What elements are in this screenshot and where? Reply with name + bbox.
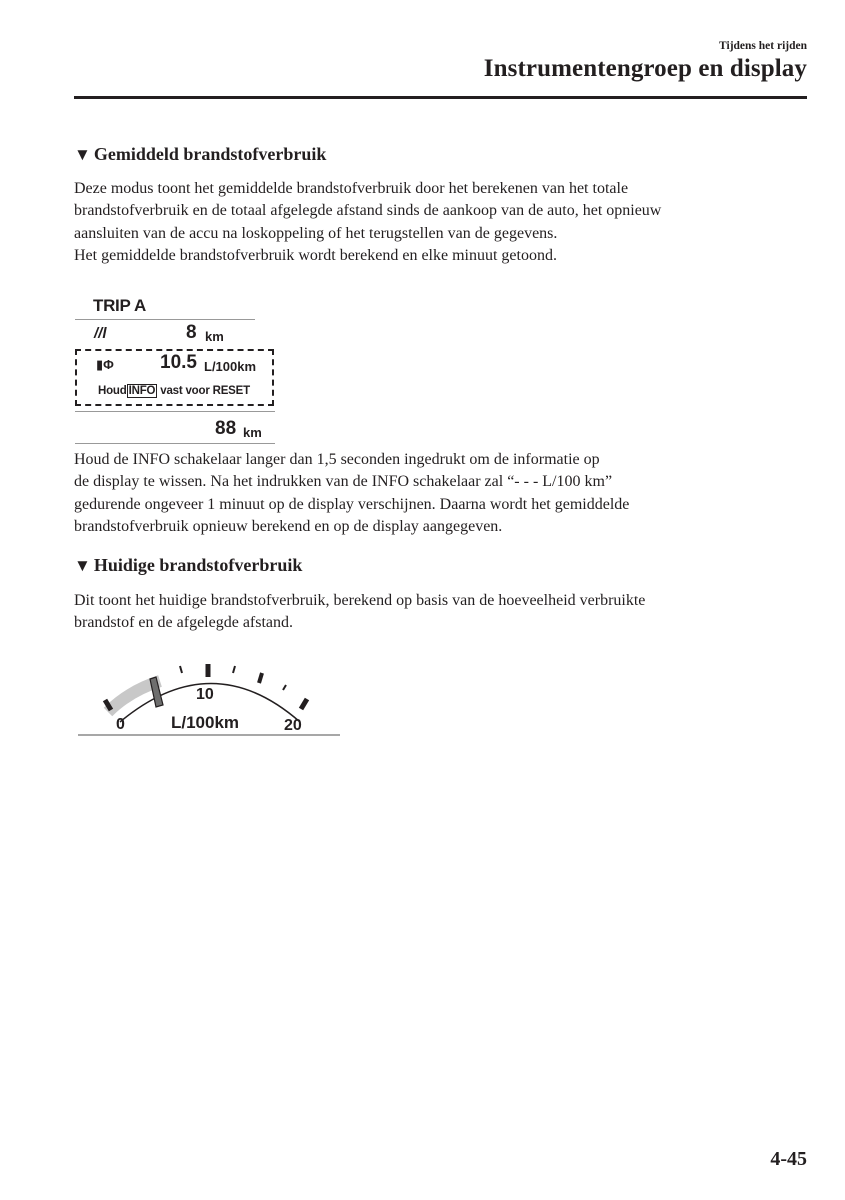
section-heading-average [74, 144, 326, 165]
paragraph-info-reset [74, 449, 814, 539]
gauge-tick [283, 685, 286, 690]
gauge-tick [259, 673, 262, 683]
gauge-tick [301, 699, 307, 709]
text-line: Houd de INFO schakelaar langer dan 1,5 seconden ingedrukt om de informatie op [74, 451, 600, 468]
road-icon: //l [94, 325, 107, 342]
text-line: brandstof en de afgelegde afstand. [74, 614, 294, 632]
paragraph-average-intro [74, 178, 814, 268]
page-number: 4-45 [770, 1148, 807, 1170]
trip-title: TRIP A [93, 296, 146, 315]
gauge-tick [180, 666, 182, 673]
text-line: Dit toont het huidige brandstofverbruik, berekend op basis van de hoeveelheid verbruikte [74, 592, 646, 609]
gauge-tick [233, 666, 235, 673]
header-rule [74, 96, 807, 99]
reset-suffix: vast voor RESET [160, 385, 250, 397]
reset-hint [98, 385, 250, 397]
divider-line [75, 443, 275, 444]
fuel-consumption-gauge [74, 655, 344, 740]
text-line: de display te wissen. Na het indrukken van de INFO schakelaar zal “- - - L/100 km” [74, 473, 613, 491]
odometer-unit: km [243, 425, 262, 440]
distance-value: 8 [186, 322, 197, 343]
divider-line [75, 411, 275, 412]
gauge-label-mid: 10 [196, 686, 214, 703]
gauge-needle [150, 677, 163, 707]
triangle-bullet-icon: ▼ [74, 556, 91, 575]
fuel-average-value: 10.5 [160, 352, 197, 373]
info-key-label: INFO [128, 385, 156, 397]
fuel-average-unit: L/100km [204, 359, 257, 374]
section-heading-current [74, 555, 302, 576]
page-title: Instrumentengroep en display [483, 55, 807, 82]
gauge-label-min: 0 [116, 716, 125, 733]
fuel-average-icon: ▮Φ [96, 357, 114, 372]
section-label: Tijdens het rijden [719, 40, 807, 52]
odometer-value: 88 [215, 418, 237, 439]
text-line: Het gemiddelde brandstofverbruik wordt berekend en elke minuut getoond. [74, 247, 557, 265]
text-line: brandstofverbruik en de totaal afgelegde afstand sinds de aankoop van de auto, het opnieuw [74, 202, 662, 220]
text-line: Deze modus toont het gemiddelde brandstofverbruik door het berekenen van het totale [74, 180, 629, 197]
text-line: brandstofverbruik opnieuw berekend en op de display aangegeven. [74, 518, 503, 536]
reset-prefix: Houd [98, 385, 127, 397]
text-line: gedurende ongeveer 1 minuut op de display verschijnen. Daarna wordt het gemiddelde [74, 495, 630, 513]
paragraph-current-intro [74, 590, 814, 635]
triangle-bullet-icon: ▼ [74, 145, 91, 164]
divider-line [75, 319, 255, 320]
text-line: aansluiten van de accu na loskoppeling of het terugstellen van de gegevens. [74, 224, 558, 242]
distance-unit: km [205, 329, 224, 344]
section-heading-text: Huidige brandstofverbruik [93, 555, 303, 575]
gauge-label-max: 20 [284, 717, 302, 734]
gauge-unit: L/100km [171, 713, 240, 732]
section-heading-text: Gemiddeld brandstofverbruik [93, 144, 327, 164]
